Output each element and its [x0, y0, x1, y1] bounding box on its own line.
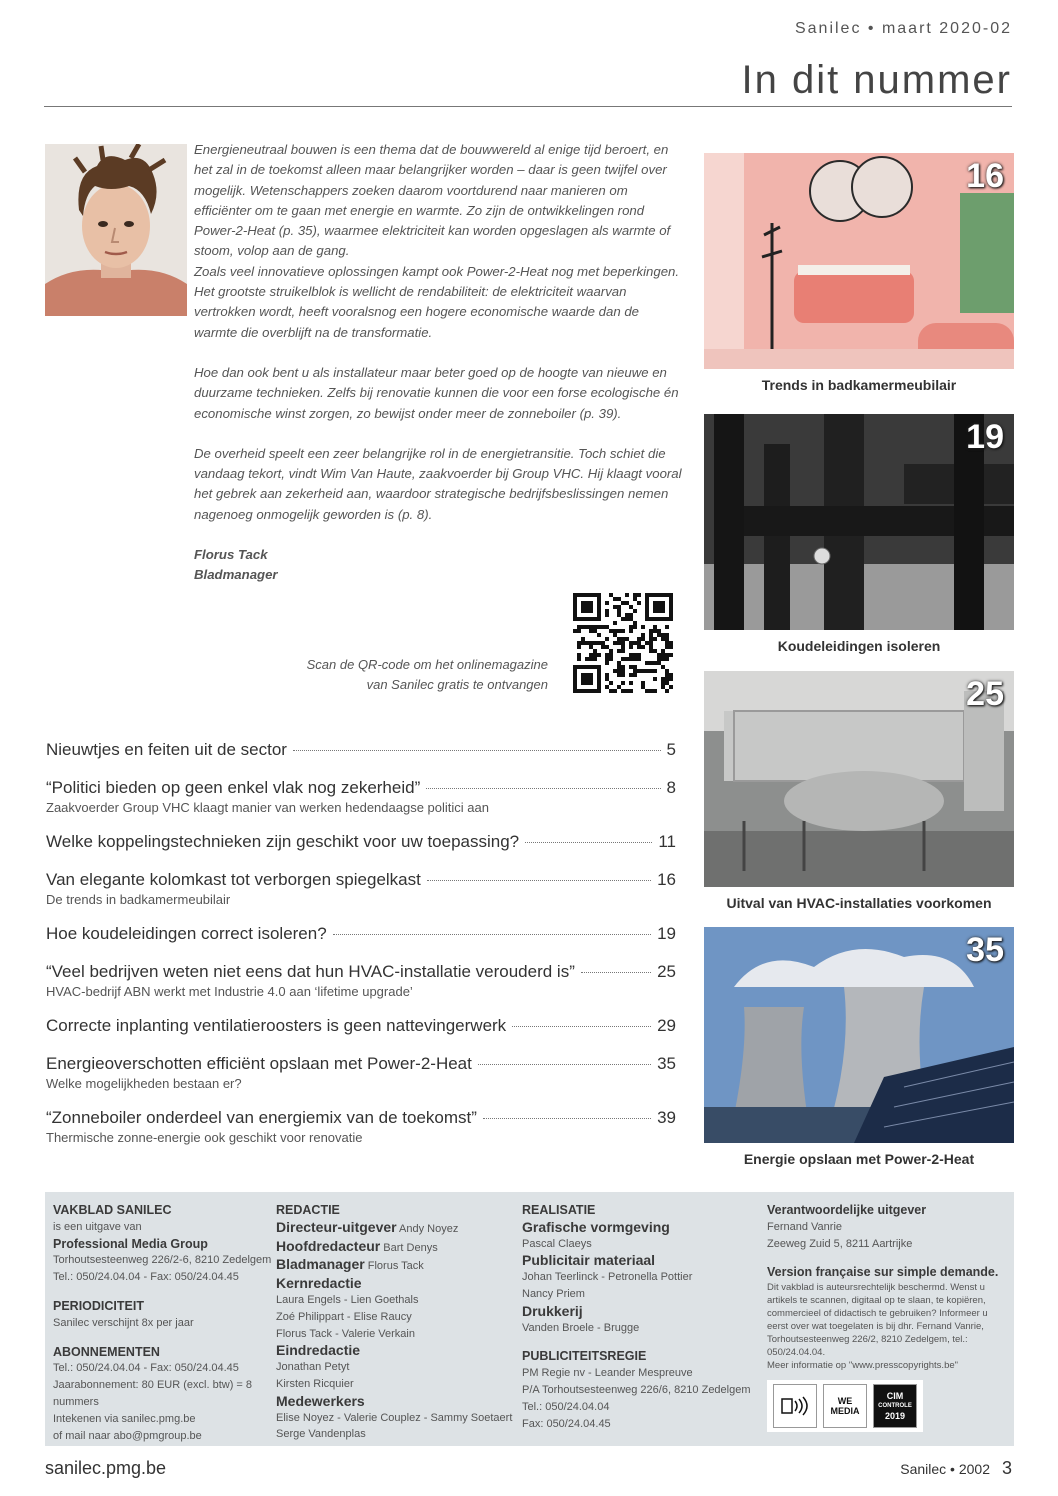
qr-caption: [307, 655, 548, 695]
colophon-role: Kernredactie: [276, 1275, 362, 1292]
toc-entry[interactable]: [46, 832, 676, 852]
toc-page-number: 8: [666, 778, 676, 797]
author-role: Bladmanager: [194, 567, 278, 583]
toc-leader: [478, 1064, 651, 1065]
toc-subtitle: Zaakvoerder Group VHC klaagt manier van werken hedendaagse politici aan: [46, 800, 489, 815]
page-number: 3: [1001, 1458, 1012, 1478]
copyright-notice: Dit vakblad is auteursrechtelijk beschermd. Wenst u artikels te scannen, digitaal op te slaan, te kopiëren, commercieel of didactisch te gebruiken? Informeer u eerst over wat toegelaten is bij dhr. Fernand Vanrie, Torhoutsesteenweg 226/2, 8210 Zedelgem, tel.: 050/24.04.04.: [767, 1282, 988, 1359]
colophon-line: Serge Vandenplas: [276, 1428, 366, 1441]
toc-subtitle: HVAC-bedrijf ABN werkt met Industrie 4.0 aan ‘lifetime upgrade’: [46, 984, 413, 999]
feature-page-number: 25: [966, 675, 1004, 713]
author-name: Florus Tack: [194, 547, 268, 563]
toc-leader: [483, 1118, 651, 1119]
colophon-heading: REDACTIE: [276, 1203, 340, 1217]
feature-article[interactable]: [704, 414, 1014, 654]
toc-entry[interactable]: [46, 778, 676, 815]
feature-article[interactable]: [704, 671, 1014, 911]
colophon-line: Zeeweg Zuid 5, 8211 Aartrijke: [767, 1237, 913, 1250]
toc-entry[interactable]: [46, 1054, 676, 1091]
editorial-signature: [194, 545, 684, 586]
qr-caption-line: Scan de QR-code om het onlinemagazine: [306, 657, 548, 672]
qr-caption-line: van Sanilec gratis te ontvangen: [366, 677, 548, 692]
colophon-role: Hoofdredacteur: [276, 1237, 381, 1254]
colophon-line: Laura Engels - Lien Goethals: [276, 1293, 419, 1306]
colophon-role: Medewerkers: [276, 1392, 365, 1409]
toc-page-number: 16: [657, 870, 676, 889]
colophon-person: Bart Denys: [383, 1241, 438, 1254]
toc-entry[interactable]: [46, 962, 676, 999]
toc-line: [46, 962, 676, 982]
toc-line: [46, 1108, 676, 1128]
toc-line: [46, 832, 676, 852]
colophon-column-editorial: [276, 1202, 516, 1443]
toc-line: [46, 924, 676, 944]
toc-leader: [333, 934, 651, 935]
toc-title: Hoe koudeleidingen correct isoleren?: [46, 924, 327, 943]
presscopyrights-logo: [773, 1384, 817, 1428]
toc-entry[interactable]: [46, 1016, 676, 1036]
colophon-line: Jaarabonnement: 80 EUR (excl. btw) = 8 nummers: [53, 1379, 253, 1408]
colophon-line: Jonathan Petyt: [276, 1361, 350, 1374]
feature-page-number: 19: [966, 418, 1004, 456]
toc-subtitle: De trends in badkamermeubilair: [46, 892, 231, 907]
toc-line: [46, 1054, 676, 1074]
toc-page-number: 39: [657, 1108, 676, 1127]
colophon-line: Tel.: 050/24.04.04 - Fax: 050/24.04.45: [53, 1271, 239, 1284]
colophon-line: Tel.: 050/24.04.04: [522, 1400, 610, 1413]
toc-title: Energieoverschotten efficiënt opslaan met Power-2-Heat: [46, 1054, 472, 1073]
feature-article[interactable]: [704, 153, 1014, 393]
toc-subtitle: Thermische zonne-energie ook geschikt voor renovatie: [46, 1130, 363, 1145]
colophon-role: Directeur-uitgever: [276, 1218, 397, 1235]
toc-line: [46, 1016, 676, 1036]
feature-caption: Koudeleidingen isoleren: [777, 638, 941, 654]
colophon-line: Fernand Vanrie: [767, 1220, 843, 1233]
toc-page-number: 25: [657, 962, 676, 981]
colophon-heading: VAKBLAD SANILEC: [53, 1203, 172, 1217]
colophon-line: Fax: 050/24.04.45: [522, 1417, 611, 1430]
colophon-role: Drukkerij: [522, 1302, 583, 1319]
colophon-line: is een uitgave van: [53, 1220, 142, 1233]
editorial-paragraph: Hoe dan ook bent u als installateur maar beter goed op de hoogte van nieuwe en duurzame technieken. Zelfs bij renovatie kunnen die voor een forse ecologische én economische winst zorgen, zo bewijst onder meer de zonneboiler (p. 39).: [194, 364, 679, 421]
colophon-line: Elise Noyez - Valerie Couplez - Sammy Soetaert: [276, 1411, 513, 1424]
toc-title: Nieuwtjes en feiten uit de sector: [46, 740, 287, 759]
colophon-line: Intekenen via sanilec.pmg.be: [53, 1412, 196, 1425]
colophon-line: Sanilec verschijnt 8x per jaar: [53, 1316, 194, 1329]
toc-page-number: 19: [657, 924, 676, 943]
toc-entry[interactable]: [46, 924, 676, 944]
toc-leader: [427, 880, 651, 881]
toc-title: Welke koppelingstechnieken zijn geschikt voor uw toepassing?: [46, 832, 520, 851]
colophon-role: Grafische vormgeving: [522, 1218, 670, 1235]
colophon-line: Professional Media Group: [53, 1236, 208, 1251]
colophon-person: Florus Tack: [367, 1260, 424, 1273]
feature-caption: Trends in badkamermeubilair: [761, 377, 957, 393]
editorial-paragraph: Zoals veel innovatieve oplossingen kampt ook Power-2-Heat nog met beperkingen. Het grootste struikelblok is wellicht de rendabiliteit: de elektriciteit waarvan vertrokken wordt, heeft vooralsnog een hogere economische waarde dan de warmte die overblijft na de transformatie.: [194, 263, 680, 340]
toc-title: “Veel bedrijven weten niet eens dat hun HVAC-installatie verouderd is”: [46, 962, 575, 981]
website-link[interactable]: sanilec.pmg.be: [45, 1458, 167, 1478]
toc-leader: [426, 788, 660, 789]
toc-title: “Politici bieden op geen enkel vlak nog zekerheid”: [46, 778, 421, 797]
editor-portrait: [45, 144, 187, 316]
colophon-role: Publicitair materiaal: [522, 1252, 656, 1269]
colophon-line: Meer informatie op "www.presscopyrights.be": [767, 1360, 959, 1372]
colophon-line: Vanden Broele - Brugge: [522, 1321, 640, 1334]
toc-title: Van elegante kolomkast tot verborgen spiegelkast: [46, 870, 421, 889]
colophon-line: PM Regie nv - Leander Mespreuve: [522, 1367, 693, 1380]
colophon-column-production: [522, 1202, 762, 1432]
colophon-line: Kirsten Ricquier: [276, 1377, 354, 1390]
editorial-paragraph: De overheid speelt een zeer belangrijke rol in de energietransitie. Toch schiet die vandaag tekort, vindt Wim Van Haute, zaakvoerder bij Group VHC. Hij klaagt vooral het gebrek aan zekerheid aan, waardoor strategische bedrijfsbeslissingen nemen nagenoeg onmogelijk geworden is (p. 8).: [194, 445, 682, 522]
feature-image: [704, 671, 1014, 887]
colophon-line: Tel.: 050/24.04.04 - Fax: 050/24.04.45: [53, 1362, 239, 1375]
editorial-paragraph: Energieneutraal bouwen is een thema dat de bouwwereld al enige tijd beroert, en het zal in de toekomst alleen maar belangrijker worden – daar is geen twijfel over mogelijk. Wetenschappers zoeken daarom voortdurend naar manieren om efficiënter om te gaan met energie en warmte. Zo zijn de ontwikkelingen rond Power-2-Heat (p. 35), waarmee elektriciteit kan worden opgeslagen als warmte of stoom, volop aan de gang.: [194, 142, 671, 259]
colophon: [45, 1192, 1014, 1446]
colophon-line: Johan Teerlinck - Petronella Pottier: [522, 1271, 693, 1284]
page-title: In dit nummer: [741, 58, 1012, 102]
toc-entry[interactable]: [46, 1108, 676, 1145]
toc-page-number: 11: [658, 832, 676, 851]
toc-leader: [512, 1026, 651, 1027]
colophon-line: Nancy Priem: [522, 1287, 585, 1300]
toc-page-number: 35: [657, 1054, 676, 1073]
colophon-column-publisher-legal: [767, 1202, 1007, 1372]
colophon-line: Zoé Philippart - Elise Raucy: [276, 1310, 412, 1323]
colophon-heading: PUBLICITEITSREGIE: [522, 1349, 647, 1364]
feature-article[interactable]: [704, 927, 1014, 1167]
colophon-heading: ABONNEMENTEN: [53, 1344, 160, 1359]
colophon-line: Florus Tack - Valerie Verkain: [276, 1327, 415, 1340]
colophon-heading: Version française sur simple demande.: [767, 1265, 999, 1280]
footer-edition: Sanilec • 2002: [900, 1461, 990, 1477]
colophon-line: Torhoutsesteenweg 226/2-6, 8210 Zedelgem: [53, 1254, 272, 1267]
cim-logo-text: 2019: [884, 1411, 906, 1421]
colophon-heading: REALISATIE: [522, 1203, 596, 1217]
feature-image: [704, 414, 1014, 630]
feature-image: [704, 927, 1014, 1143]
feature-caption: Uitval van HVAC-installaties voorkomen: [726, 895, 992, 911]
page-footer: [900, 1458, 1012, 1479]
toc-entry[interactable]: [46, 740, 676, 760]
toc-leader: [581, 972, 651, 973]
toc-title: “Zonneboiler onderdeel van energiemix van de toekomst”: [46, 1108, 477, 1127]
feature-image: [704, 153, 1014, 369]
certification-logos: [767, 1380, 923, 1432]
cim-logo-text: CONTROLE: [878, 1403, 912, 1409]
qr-code[interactable]: [573, 593, 673, 693]
colophon-heading: Verantwoordelijke uitgever: [767, 1203, 927, 1217]
colophon-line: P/A Torhoutsesteenweg 226/6, 8210 Zedelgem: [522, 1383, 751, 1396]
colophon-line: of mail naar abo@pmgroup.be: [53, 1429, 202, 1442]
editorial-text: [194, 140, 684, 586]
issue-line: Sanilec • maart 2020-02: [794, 20, 1012, 37]
toc-line: [46, 778, 676, 798]
toc-leader: [293, 750, 661, 751]
colophon-role: Bladmanager: [276, 1256, 365, 1273]
feature-page-number: 35: [966, 931, 1004, 969]
colophon-heading: PERIODICITEIT: [53, 1298, 144, 1313]
cim-logo-text: CIM: [886, 1391, 904, 1401]
we-media-logo: WE MEDIA: [823, 1384, 867, 1428]
colophon-role: Eindredactie: [276, 1342, 361, 1359]
colophon-person: Andy Noyez: [399, 1222, 459, 1235]
colophon-column-publisher: [53, 1202, 273, 1444]
cim-logo: [873, 1384, 917, 1428]
toc-line: [46, 870, 676, 890]
feature-page-number: 16: [966, 157, 1004, 195]
header-divider: [44, 106, 1012, 107]
toc-entry[interactable]: [46, 870, 676, 907]
toc-page-number: 5: [666, 740, 676, 759]
toc-title: Correcte inplanting ventilatieroosters is geen nattevingerwerk: [46, 1016, 507, 1035]
toc-leader: [525, 842, 652, 843]
colophon-line: Pascal Claeys: [522, 1237, 592, 1250]
feature-caption: Energie opslaan met Power-2-Heat: [743, 1151, 975, 1167]
toc-subtitle: Welke mogelijkheden bestaan er?: [46, 1076, 242, 1091]
toc-page-number: 29: [657, 1016, 676, 1035]
toc-line: [46, 740, 676, 760]
